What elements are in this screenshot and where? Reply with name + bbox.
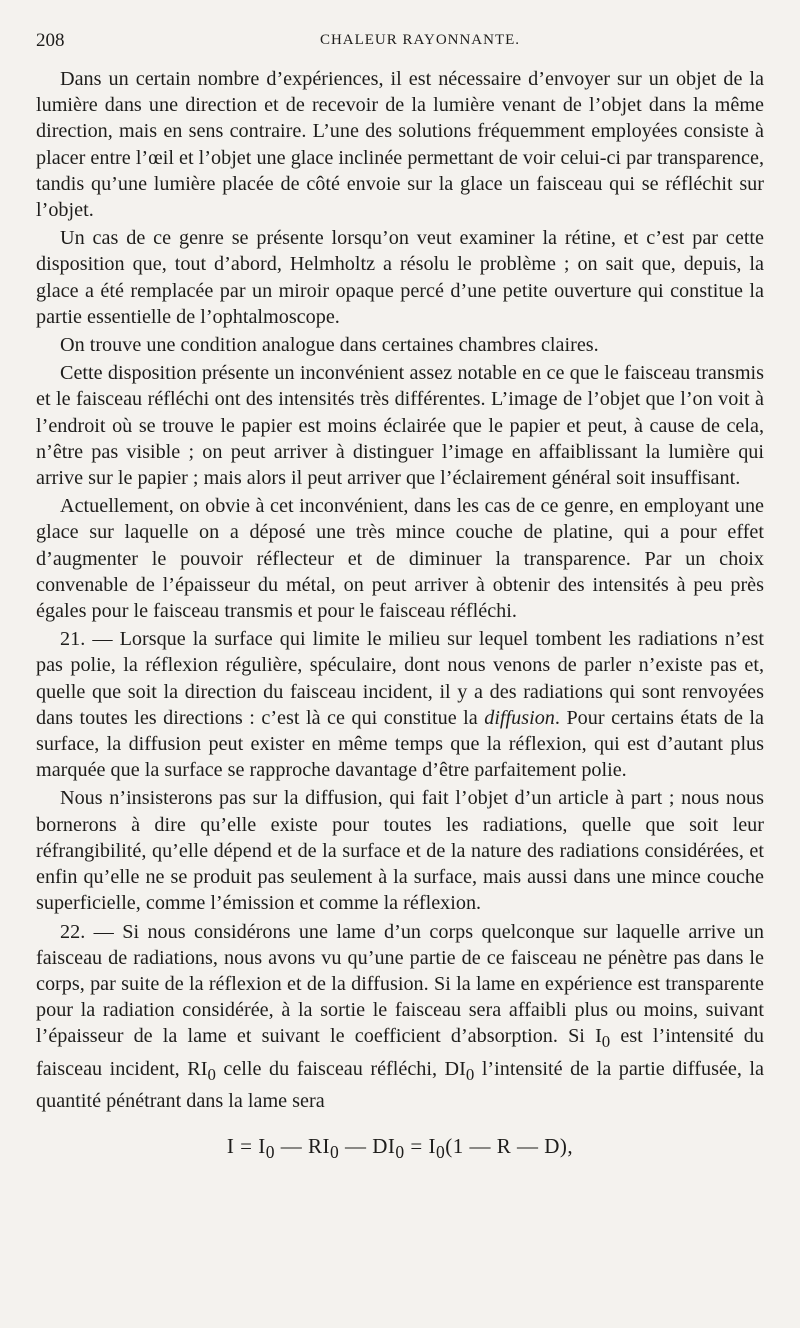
- formula: [36, 1134, 764, 1163]
- subscript: 0: [265, 1142, 275, 1163]
- paragraph-section-22: [36, 919, 764, 1114]
- text-run: celle du faisceau réfléchi, DI: [215, 1057, 466, 1080]
- subscript: 0: [435, 1142, 446, 1163]
- term-diffusion: diffusion: [484, 706, 555, 729]
- subscript: 0: [395, 1142, 405, 1163]
- subscript: 0: [465, 1064, 475, 1084]
- text-run: est l’intensité du faisceau incident, RI: [36, 1025, 764, 1080]
- paragraph: Dans un certain nombre d’expériences, il est nécessaire d’envoyer sur un objet de la lumière dans une direction et de recevoir de la lumière venant de l’objet dans la même direction, mais en sens contraire. L’une des solutions fréquemment employées consiste à placer entre l’œil et l’objet une glace inclinée permettant de voir celui-ci par transparence, tandis qu’une lumière placée de côté envoie sur la glace un faisceau qui se réfléchit sur l’objet.: [36, 68, 764, 222]
- text-run: l’intensité de la partie diffusée, la quantité pénétrant dans la lame sera: [36, 1057, 765, 1112]
- running-title: CHALEUR RAYONNANTE.: [319, 32, 521, 48]
- body-text: [36, 66, 764, 1114]
- text-run: 21. — Lorsque la surface qui limite le milieu sur lequel tombent les radiations n’est pas polie, la réflexion régulière, spéculaire, dont nous venons de parler n’existe pas et, quelle que soit la direction du faisceau incident, il y a des radiations qui sont renvoyées dans toutes les directions : c’est là ce qui constitue la: [36, 628, 764, 729]
- paragraph: Actuellement, on obvie à cet inconvénient, dans les cas de ce genre, en employant une glace sur laquelle on a déposé une très mince couche de platine, qui a pour effet d’augmenter le pouvoir réflecteur et de diminuer la transparence. Par un choix convenable de l’épaisseur du métal, on peut arriver à obtenir des intensités à peu près égales pour le faisceau transmis et pour le faisceau réfléchi.: [36, 495, 764, 623]
- formula-part: = I: [404, 1133, 436, 1158]
- formula-part: (1 — R — D),: [445, 1133, 574, 1158]
- paragraph: Nous n’insisterons pas sur la diffusion, qui fait l’objet d’un article à part ; nous nous bornerons à dire qu’elle existe pour toutes les radiations, quelle que soit leur réfrangibilité, qu’elle dépend et de la surface et de la nature des radiations considérées, et enfin qu’elle ne se produit pas seulement à la surface, mais aussi dans une mince couche superficielle, comme l’émission et comme la réflexion.: [36, 787, 764, 915]
- paragraph: Cette disposition présente un inconvénient assez notable en ce que le faisceau transmis et le faisceau réfléchi ont des intensités très différentes. L’image de l’objet que l’on voit à l’endroit où se trouve le papier est moins éclairée que le papier et peut, à cause de cela, n’être pas visible ; on peut arriver à distinguer l’image en affaiblissant la lumière qui arrive sur le papier ; mais alors il peut arriver que l’éclairement général soit insuffisant.: [36, 362, 764, 490]
- paragraph: Un cas de ce genre se présente lorsqu’on veut examiner la rétine, et c’est par cette disposition que, tout d’abord, Helmholtz a résolu le problème ; on sait que, depuis, la glace a été remplacée par un miroir opaque percé d’une petite ouverture qui constitue la partie essentielle de l’ophtalmoscope.: [36, 227, 764, 328]
- paragraph: On trouve une condition analogue dans certaines chambres claires.: [60, 334, 599, 357]
- subscript: 0: [207, 1064, 216, 1084]
- formula-part: I = I: [226, 1133, 266, 1158]
- formula-part: — DI: [339, 1133, 396, 1158]
- running-head: [36, 30, 764, 60]
- subscript: 0: [329, 1142, 340, 1163]
- formula-part: — RI: [274, 1133, 330, 1158]
- page-number: 208: [36, 30, 65, 51]
- text-run: 22. — Si nous considérons une lame d’un corps quelconque sur laquelle arrive un faisceau de radiations, nous avons vu qu’une partie de ce faisceau ne pénètre pas dans le corps, par suite de la réflexion et de la diffusion. Si la lame en expérience est transparente pour la radiation considérée, à la sortie le faisceau sera affaibli plus ou moins, suivant l’épaisseur de la lame et suivant le coefficient d’absorption. Si I: [36, 920, 764, 1048]
- text-run: . Pour certains états de la surface, la diffusion peut exister en même temps que la réflexion, qui est d’autant plus marquée que la surface se rapproche davantage d’être parfaitement polie.: [36, 706, 764, 782]
- subscript: 0: [601, 1032, 611, 1052]
- paragraph-section-21: [36, 626, 764, 783]
